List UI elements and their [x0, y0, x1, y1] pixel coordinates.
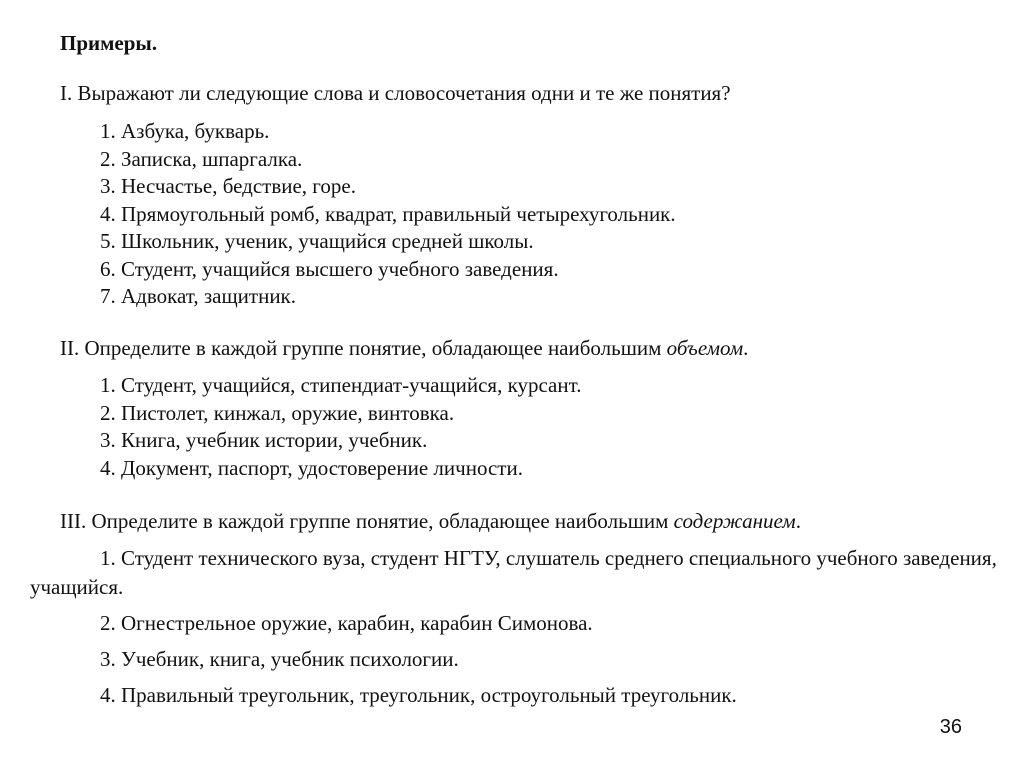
question-2-end: . [743, 336, 749, 360]
question-2 [60, 334, 748, 362]
list-item: 4. Прямоугольный ромб, квадрат, правильный четырехугольник. [100, 201, 676, 226]
question-3-number: III. [60, 509, 87, 533]
list-item: 3. Учебник, книга, учебник психологии. [100, 647, 459, 671]
slide-heading: Примеры. [60, 31, 158, 55]
list-item: 1. Студент технического вуза, студент НГТУ, слушатель среднего специального учебного заведения, учащийся. [30, 546, 997, 599]
list-item: 7. Адвокат, защитник. [100, 284, 297, 308]
list-item: 5. Школьник, ученик, учащийся средней школы. [100, 229, 534, 253]
question-2-list [100, 372, 581, 482]
list-item: 2. Огнестрельное оружие, карабин, карабин Симонова. [100, 611, 593, 635]
question-2-emphasis: объемом [666, 336, 744, 360]
question-3-emphasis: содержанием [673, 509, 796, 533]
list-item: 2. Записка, шпаргалка. [100, 146, 303, 171]
question-1-list [100, 118, 676, 311]
question-1 [60, 79, 731, 107]
list-item: 4. Правильный треугольник, треугольник, остроугольный треугольник. [100, 683, 737, 707]
list-item: 1. Студент, учащийся, стипендиат-учащийся, курсант. [100, 373, 582, 397]
question-3-text: Определите в каждой группе понятие, обладающее наибольшим [91, 509, 669, 533]
page-number: 36 [939, 716, 962, 738]
question-2-text: Определите в каждой группе понятие, обладающее наибольшим [84, 336, 662, 360]
list-item: 3. Несчастье, бедствие, горе. [100, 174, 356, 198]
question-1-number: I. [60, 81, 73, 105]
list-item: 4. Документ, паспорт, удостоверение личности. [100, 455, 523, 480]
question-3-list [30, 544, 1000, 710]
list-item: 1. Азбука, букварь. [100, 119, 270, 143]
list-item: 3. Книга, учебник истории, учебник. [100, 428, 428, 452]
question-1-text: Выражают ли следующие слова и словосочетания одни и те же понятия? [77, 81, 731, 105]
question-2-number: II. [60, 336, 80, 360]
list-item: 2. Пистолет, кинжал, оружие, винтовка. [100, 400, 455, 425]
question-3-end: . [795, 509, 801, 533]
question-3 [60, 507, 801, 535]
list-item: 6. Студент, учащийся высшего учебного заведения. [100, 256, 559, 281]
